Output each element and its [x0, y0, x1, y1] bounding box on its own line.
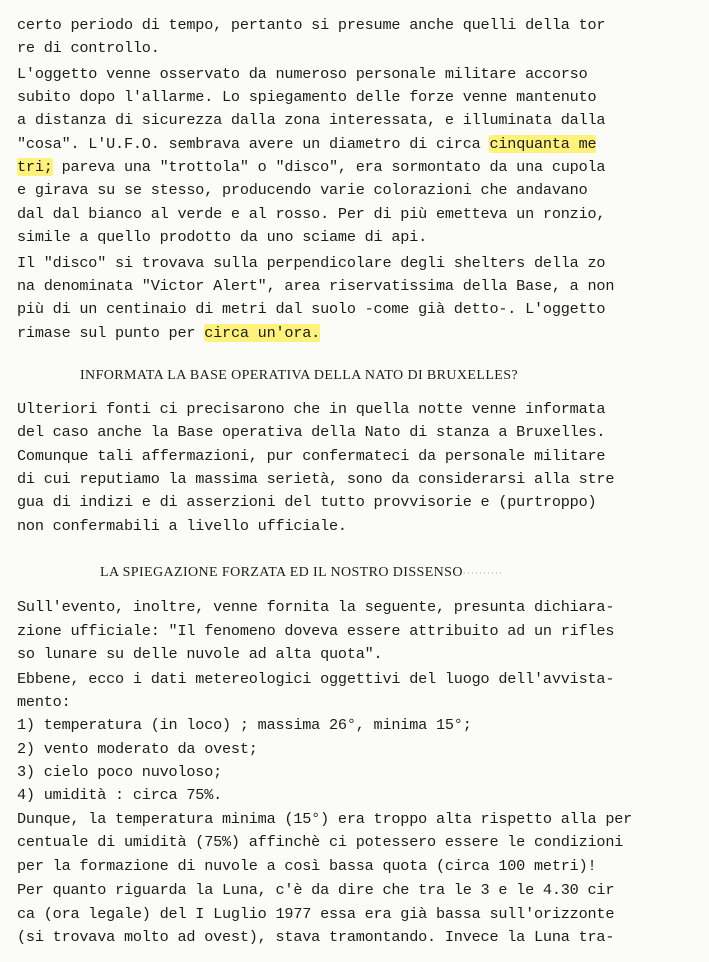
- text-line: mento:: [17, 693, 71, 711]
- text-segment: pareva una "trottola" o "disco", era sormontato da una cupola: [52, 158, 606, 176]
- text-line: Sull'evento, inoltre, venne fornita la seguente, presunta dichiara-: [17, 598, 615, 616]
- text-line: L'oggetto venne osservato da numeroso personale militare accorso: [17, 65, 588, 83]
- text-line: ca (ora legale) del I Luglio 1977 essa era già bassa sull'orizzonte: [17, 905, 615, 923]
- text-line: Dunque, la temperatura minima (15°) era troppo alta rispetto alla per: [17, 810, 633, 828]
- text-line: subito dopo l'allarme. Lo spiegamento delle forze venne mantenuto: [17, 88, 597, 106]
- text-segment: rimase sul punto per: [17, 324, 205, 342]
- text-line: Per quanto riguarda la Luna, c'è da dire che tra le 3 e le 4.30 cir: [17, 881, 615, 899]
- text-line: certo periodo di tempo, pertanto si presume anche quelli della tor: [17, 16, 606, 34]
- text-line: [17, 322, 320, 344]
- text-line: dal dal bianco al verde e al rosso. Per di più emetteva un ronzio,: [17, 205, 606, 223]
- text-line: del caso anche la Base operativa della Nato di stanza a Bruxelles.: [17, 423, 606, 441]
- section-heading: [100, 563, 503, 583]
- text-line: zione ufficiale: "Il fenomeno doveva essere attribuito ad un rifles: [17, 622, 615, 640]
- highlighted-text: cinquanta me: [489, 135, 597, 153]
- text-line: Il "disco" si trovava sulla perpendicolare degli shelters della zo: [17, 254, 606, 272]
- highlighted-text: circa un'ora.: [204, 324, 321, 342]
- text-line: più di un centinaio di metri dal suolo -come già detto-. L'oggetto: [17, 300, 606, 318]
- text-line: 3) cielo poco nuvoloso;: [17, 763, 223, 781]
- text-line: a distanza di sicurezza dalla zona interessata, e illuminata dalla: [17, 111, 606, 129]
- text-line: per la formazione di nuvole a così bassa quota (circa 100 metri)!: [17, 857, 597, 875]
- text-line: [17, 133, 596, 155]
- text-line: re di controllo.: [17, 39, 160, 57]
- text-line: Ulteriori fonti ci precisarono che in quella notte venne informata: [17, 400, 606, 418]
- text-line: gua di indizi e di asserzioni del tutto provvisorie e (purtroppo): [17, 493, 597, 511]
- text-line: simile a quello prodotto da uno sciame di api.: [17, 228, 428, 246]
- section-heading-text: LA SPIEGAZIONE FORZATA ED IL NOSTRO DISSENSO: [100, 565, 463, 580]
- text-line: so lunare su delle nuvole ad alta quota".: [17, 645, 383, 663]
- highlighted-text: tri;: [17, 158, 53, 176]
- text-line: 1) temperatura (in loco) ; massima 26°, minima 15°;: [17, 716, 472, 734]
- text-line: Comunque tali affermazioni, pur confermateci da personale militare: [17, 447, 606, 465]
- text-line: non confermabili a livello ufficiale.: [17, 517, 347, 535]
- section-heading: INFORMATA LA BASE OPERATIVA DELLA NATO DI BRUXELLES?: [80, 368, 519, 383]
- text-line: (si trovava molto ad ovest), stava tramontando. Invece la Luna tra-: [17, 928, 615, 946]
- text-segment: "cosa". L'U.F.O. sembrava avere un diametro di circa: [17, 135, 490, 153]
- faint-marks: ··········: [462, 568, 503, 578]
- text-line: di cui reputiamo la massima serietà, sono da considerarsi alla stre: [17, 470, 615, 488]
- text-line: 4) umidità : circa 75%.: [17, 786, 223, 804]
- text-line: [17, 156, 605, 178]
- text-line: Ebbene, ecco i dati metereologici oggettivi del luogo dell'avvista-: [17, 670, 615, 688]
- text-line: e girava su se stesso, producendo varie colorazioni che andavano: [17, 181, 588, 199]
- text-line: na denominata "Victor Alert", area riservatissima della Base, a non: [17, 277, 615, 295]
- text-line: centuale di umidità (75%) affinchè ci potessero essere le condizioni: [17, 833, 624, 851]
- text-line: 2) vento moderato da ovest;: [17, 740, 258, 758]
